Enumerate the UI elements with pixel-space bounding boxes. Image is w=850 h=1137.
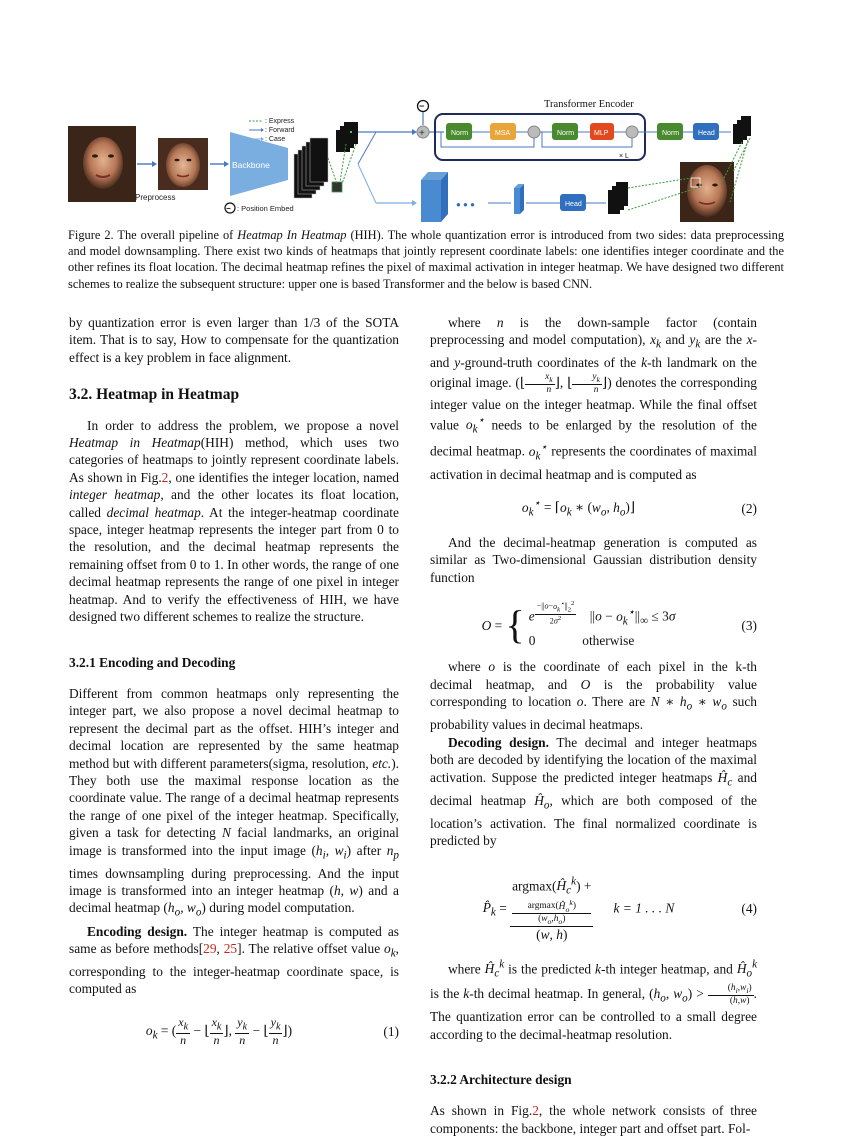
p1-b: Heatmap in Heatmap [69,435,201,451]
legend-forward-arrow [261,128,264,132]
paragraph-quantization: by quantization error is even larger than 1/3 of the SOTA item. That is to say, How to compensate for the quantization effect is a key problem in face alignment. [69,315,399,365]
p9-a: As shown in Fig. [430,1103,533,1119]
preprocessed-face-image [158,138,208,190]
caption-prefix: Figure 2. The overall pipeline of [68,228,238,242]
p1-f: , and the other locates its float location, called [69,487,399,520]
equation-2-body: $o_k^⋆$ = $⌈o_k$ ∗ ($w_o$, $h_o)⌋$ [521,497,636,519]
math-hi-wi: $h_i$, $w_i$ [315,842,347,862]
equation-4-body: $P̂_k$ = $argmax(Ĥ_c^k)$ + $argmax(Ĥ_o^k)$ $(w_o,h_o)$ (w, h) k = 1 . . . N [482,875,675,943]
feature-map-stack [294,138,328,198]
fig-ref-2[interactable]: 2 [161,469,169,485]
p2-etc: etc. [372,755,392,771]
equation-3-body: O = { e $^{\frac{-||o-o_k^⋆||_2^2}{2\sigma^2}}$ $||o - o_k^⋆||_\infty \le 3\sigma$ 0 otherwise [481,600,676,649]
p2-b: ). They both use the maximal response location as the coordinate value. The range of a decimal heatmap represents the range of one pixel of the integer heatmap. Specifically, given a task for detecting [69,755,399,841]
p2-d: ) after [346,842,387,858]
equation-2-number: (2) [741,501,757,516]
p2-e: times downsampling during preprocessing. And the input image is transformed into an integer heatmap ( [69,865,399,899]
backbone-label: Backbone [232,160,270,170]
equation-4 [430,876,757,943]
pipeline-figure [66,92,784,222]
p4-f: -ground-truth coordinates of the [460,355,642,371]
p8-b: is the predicted [504,961,596,977]
section-heading-heatmap-in-heatmap: 3.2. Heatmap in Heatmap [69,386,240,404]
p6-b: is the coordinate of each pixel in the k-th decimal heatmap, and [430,659,758,692]
p6-c: is the probability value corresponding to location [430,676,757,710]
p4-h: ) denotes the corresponding integer value on the integer heatmap. While the final offset value [430,374,757,433]
equation-1-number: (1) [383,1024,399,1040]
branch-line-up [358,132,376,164]
branch-line-down [358,164,376,203]
p3-c: , corresponding to the integer-heatmap coordinate space, is computed as [69,940,399,997]
equation-3-otherwise: otherwise [582,633,635,649]
decoding-design-label: Decoding design. [448,734,549,750]
paragraph-decoding-design: Decoding design. The decimal and integer heatmaps both are decoded by identifying the location of the maximal activation. Suppose the predicted integer heatmaps $Ĥ_c$ and decimal heatmap $Ĥ_o$, which are both composed of the location’s activation. The final normalized coordinate is predicted by [430,734,757,849]
figure-caption [68,227,784,292]
equation-3 [430,600,757,650]
position-embed-top-symbol: − [419,101,425,111]
p1-g: decimal heatmap [106,504,201,520]
add-node-2 [528,126,540,138]
citation-25[interactable]: 25 [223,940,238,956]
head-label-bottom: Head [565,201,582,208]
legend-forward: : Forward [265,127,295,134]
paragraph-encoding-design: Encoding design. The integer heatmap is computed as same as before methods[29, 25]. The relative offset value $o_k$, corresponding to the integer-heatmap coordinate space, is computed as [69,923,399,997]
paragraph-decimal-heatmap [69,685,399,923]
p6-e: such probability values in decimal heatmaps. [430,694,757,733]
paragraph-hih-intro [69,417,399,626]
p7-c: , which are both composed of the location’s activation. The final normalized coordinate is predicted by [430,792,757,849]
p7-a: The decimal and integer heatmaps both are decoded by identifying the location of the maximal activation. Suppose the predicted integer heatmaps [430,734,757,785]
p7-b: and decimal heatmap [430,769,757,808]
p4-c: and [660,332,690,348]
math-ho-wo: $h_o$, $w_o$ [167,900,202,920]
p6-d: . There are [583,694,651,710]
encoding-design-label: Encoding design. [87,923,188,939]
express-line-1 [328,158,337,184]
legend-case: : Case [265,136,286,143]
equation-4-number: (4) [741,901,757,917]
p4-e: - and [430,332,758,371]
math-N: N [222,825,231,841]
position-embed-label: : Position Embed [237,204,294,213]
right-column [430,314,757,1137]
preprocess-label: Preprocess [135,193,176,202]
left-column [69,314,399,1048]
transformer-encoder-title: Transformer Encoder [544,99,634,110]
output-heatmaps-bottom [608,182,628,214]
p4-g: -th landmark on the original image. ( [430,355,757,390]
p2-c: facial landmarks, an original image is transformed into the input image ( [69,825,399,858]
p1-e: integer heatmap [69,487,161,503]
paragraph-downsample-factor: where n is the down-sample factor (contain preprocessing and model computation), $x_k$ and $y_k$ are the x- and y-ground-truth coordinates of the k-th landmark on the original image. (⌊ $\frac{x_k}{n}$ ⌋, ⌊ $\frac{y_k}{n}$ ⌋) denotes the corresponding integer value on the integer heatmap. While the final offset value $o_k^⋆$ needs to be enlarged by the resolution of the decimal heatmap. $o_k^⋆$ represents the coordinates of maximal activation in decimal heatmap and is computed as [430,315,758,483]
equation-3-number: (3) [741,617,757,633]
add-node-3 [626,126,638,138]
caption-rest: (HIH). The whole quantization error is introduced from two sides: data preprocessing and model downsampling. There exist two kinds of heatmaps that jointly represent coordinate labels: one identifies integer coordinate and the other refines its float location. The decimal heatmap refines the pixel of maximal activation in integer heatmap. We have designed two different schemes to realize the subsequent structure: upper one is based Transformer and the below is based CNN. [68,228,785,291]
fig-ref-2b[interactable]: 2 [532,1103,539,1119]
p9-b: , the whole network consists of three components: the backbone, integer part and offset part. Fol- [430,1103,757,1136]
selected-patch [332,182,342,192]
norm-label-2: Norm [557,130,575,137]
p1-d: , one identifies the integer location, named [168,469,399,485]
caption-emph: Heatmap In Heatmap [237,228,347,242]
p1-h: . At the integer-heatmap coordinate space, integer heatmap represents the integer part from 0 to the resolution, and the decimal heatmap represents the remaining offset from 0 to 1. In other words, the range of one decimal heatmap represents the range of one pixel in integer heatmap. And to verify the effectiveness of HIH, we have designed two different schemes to realize the structure. [69,504,399,625]
add-node-1-symbol: + [419,128,425,139]
subsection-heading-architecture: 3.2.2 Architecture design [430,1072,572,1088]
mlp-label: MLP [594,130,609,137]
paragraph-gaussian: And the decimal-heatmap generation is computed as similar as Two-dimensional Gaussian distribution density function [430,534,757,585]
result-face-image [680,162,734,222]
arrow-head-4 [412,200,417,206]
output-heatmaps-top [733,116,751,144]
equation-2 [430,495,757,522]
p4-b: is the down-sample factor (contain preprocessing and model computation), [430,315,757,348]
paragraph-quantization-control: where $Ĥ_c^k$ is the predicted k-th integer heatmap, and $Ĥ_o^k$ is the k-th decimal heatmap. In general, ($h_o$, $w_o$) > $\frac{(h_i,w_i)}{(h,w)}$ . The quantization error can be controlled to a small degree according to the decimal-heatmap resolution. [430,958,758,1042]
p8-a: where [448,961,485,977]
citation-29[interactable]: 29 [203,940,217,956]
paragraph-probability: where o is the coordinate of each pixel in the k-th decimal heatmap, and O is the probability value corresponding to location o. There are N ∗ $h_o$ ∗ $w_o$ such probability values in decimal heatmaps. [430,659,758,733]
p3-a: The integer heatmap is computed as same as before methods[ [69,923,399,956]
times-l-label: × L [619,153,629,160]
legend-case-arrow [261,137,264,141]
subsection-heading-encoding-decoding: 3.2.1 Encoding and Decoding [69,654,236,670]
norm-label-1: Norm [451,130,469,137]
head-label-top: Head [698,130,715,137]
equation-1-body: $o_k$ = ( $\frac{x_k}{n}$ − ⌊ $\frac{x_k}{n}$ ⌋, $\frac{y_k}{n}$ − ⌊ $\frac{y_k}{n}$ ⌋) [145,1014,293,1047]
original-face-image [68,126,136,202]
p1-a: In order to address the problem, we propose a novel [87,417,399,433]
cnn-dots: ● ● ● [456,200,475,209]
math-np: $n_p$ [386,842,399,862]
p8-f: . The quantization error can be controlled to a small degree according to the decimal-heatmap resolution. [430,986,757,1042]
equation-4-range: k = 1 . . . N [613,900,675,916]
p4-a: where [448,315,497,330]
arrow-head-2 [224,161,229,167]
p4-j: represents the coordinates of maximal activation in decimal heatmap and is computed as [430,443,757,483]
norm-label-3: Norm [662,130,680,137]
p2-g: ) during model computation. [201,900,355,916]
equation-1 [69,1016,399,1048]
position-embed-legend-symbol: − [226,204,231,213]
msa-label: MSA [495,130,511,137]
p8-c: -th integer heatmap, and [601,961,737,977]
p4-d: are the [700,332,747,348]
legend-express: : Express [265,118,295,125]
p1-c: (HIH) method, which uses two categories of heatmaps to jointly represent coordinate labels. As shown in Fig. [69,435,399,485]
cnn-small-block [514,184,524,214]
p4-i: needs to be enlarged by the resolution of the decimal heatmap. [430,417,757,459]
legend [249,118,295,143]
p8-d: is the [430,986,464,1002]
cnn-feature-block [421,172,448,222]
math-ok: $o_k$ [383,940,396,960]
p3-b: ]. The relative offset value [237,940,384,956]
math-h-w: h, w [333,883,359,899]
p2-a: Different from common heatmaps only representing the integer part, we also propose a novel decimal heatmap to represent the decimal part as the offset. HIH’s integer and decimal location are represented by the same heatmap method but with different parameters(sigma, resolution, [69,685,399,771]
p2-f: ) and a decimal heatmap ( [69,883,399,916]
p8-e: -th decimal heatmap. In general, [469,986,650,1002]
paragraph-architecture [430,1102,757,1137]
arrow-head-3 [412,129,417,135]
arrow-head-1 [152,161,157,167]
p6-a: where [448,659,489,675]
